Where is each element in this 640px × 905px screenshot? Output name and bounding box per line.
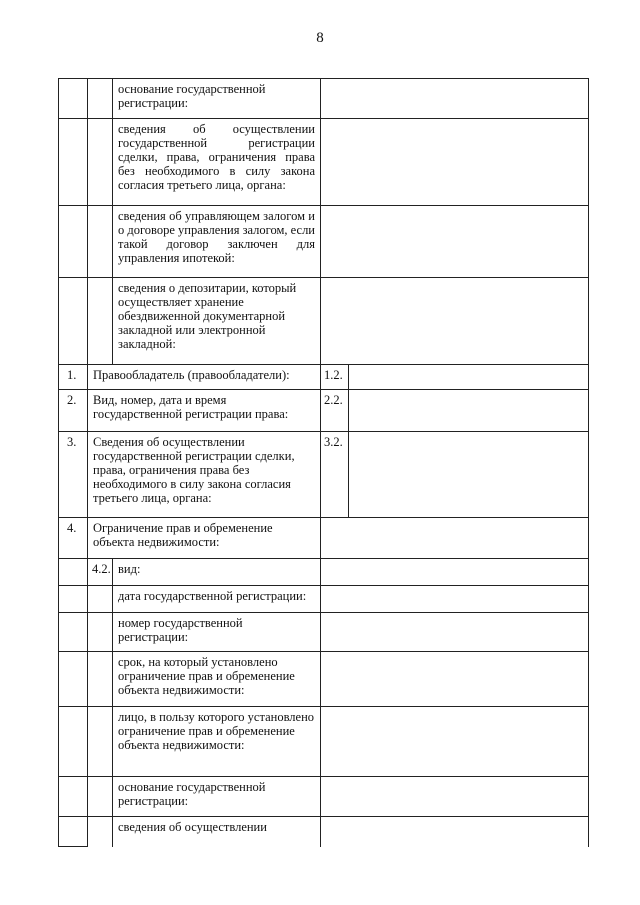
subnumber-cell <box>88 79 113 119</box>
subnumber-cell <box>88 586 113 613</box>
field-label: номер государственной регистрации: <box>113 613 321 652</box>
number-cell <box>59 817 88 847</box>
page-number: 8 <box>316 30 324 46</box>
number-cell <box>59 707 88 777</box>
table-row <box>59 518 589 559</box>
field-value <box>321 119 589 206</box>
field-label: Сведения об осуществлении государственной регистрации сделки, права, ограничения права без необходимого в силу закона согласия третьего лица, органа: <box>88 432 321 518</box>
table-row <box>59 365 589 390</box>
number-cell <box>59 777 88 817</box>
field-label: сведения о депозитарии, который осуществляет хранение обездвиженной документарной закладной или электронной закладной: <box>113 278 321 365</box>
field-value <box>349 365 589 390</box>
field-label: сведения об осуществлении государственной регистрации сделки, права, ограничения права без необходимого в силу закона согласия третьего лица, органа: <box>113 119 321 206</box>
field-label: Вид, номер, дата и время государственной регистрации права: <box>88 390 321 432</box>
field-label: лицо, в пользу которого установлено ограничение прав и обременение объекта недвижимости: <box>113 707 321 777</box>
table-row <box>59 817 589 847</box>
subnumber-cell <box>88 817 113 847</box>
field-value <box>321 777 589 817</box>
row-number: 2. <box>59 390 88 432</box>
field-label: сведения об управляющем залогом и о договоре управления залогом, если такой договор заключен для управления ипотекой: <box>113 206 321 278</box>
row-number: 3. <box>59 432 88 518</box>
number-cell <box>59 652 88 707</box>
field-label: основание государственной регистрации: <box>113 79 321 119</box>
egrn-form-table <box>58 78 589 847</box>
table-row <box>59 79 589 119</box>
field-value <box>321 206 589 278</box>
sub-number: 4.2. <box>88 559 113 586</box>
field-value <box>321 613 589 652</box>
field-value <box>349 432 589 518</box>
field-label: Ограничение прав и обременение объекта недвижимости: <box>88 518 321 559</box>
field-value <box>321 817 589 847</box>
field-value <box>321 707 589 777</box>
field-label: дата государственной регистрации: <box>113 586 321 613</box>
table-row <box>59 777 589 817</box>
number-cell <box>59 559 88 586</box>
table-row <box>59 432 589 518</box>
sub-number: 1.2. <box>321 365 349 390</box>
number-cell <box>59 206 88 278</box>
table-row <box>59 278 589 365</box>
subnumber-cell <box>88 206 113 278</box>
sub-number: 3.2. <box>321 432 349 518</box>
number-cell <box>59 79 88 119</box>
table-row <box>59 559 589 586</box>
number-cell <box>59 586 88 613</box>
field-label: Правообладатель (правообладатели): <box>88 365 321 390</box>
field-label: основание государственной регистрации: <box>113 777 321 817</box>
table-row <box>59 390 589 432</box>
table-row <box>59 707 589 777</box>
field-value <box>321 559 589 586</box>
table-row <box>59 613 589 652</box>
number-cell <box>59 119 88 206</box>
field-value <box>321 518 589 559</box>
table-row <box>59 206 589 278</box>
field-value <box>321 79 589 119</box>
field-value <box>321 586 589 613</box>
subnumber-cell <box>88 777 113 817</box>
subnumber-cell <box>88 613 113 652</box>
field-value <box>321 652 589 707</box>
row-number: 4. <box>59 518 88 559</box>
number-cell <box>59 278 88 365</box>
subnumber-cell <box>88 652 113 707</box>
field-label: срок, на который установлено ограничение прав и обременение объекта недвижимости: <box>113 652 321 707</box>
sub-number: 2.2. <box>321 390 349 432</box>
subnumber-cell <box>88 119 113 206</box>
subnumber-cell <box>88 707 113 777</box>
field-label: сведения об осуществлении <box>113 817 321 847</box>
field-value <box>321 278 589 365</box>
field-value <box>349 390 589 432</box>
table-row <box>59 119 589 206</box>
table-row <box>59 652 589 707</box>
field-label: вид: <box>113 559 321 586</box>
subnumber-cell <box>88 278 113 365</box>
number-cell <box>59 613 88 652</box>
row-number: 1. <box>59 365 88 390</box>
table-row <box>59 586 589 613</box>
